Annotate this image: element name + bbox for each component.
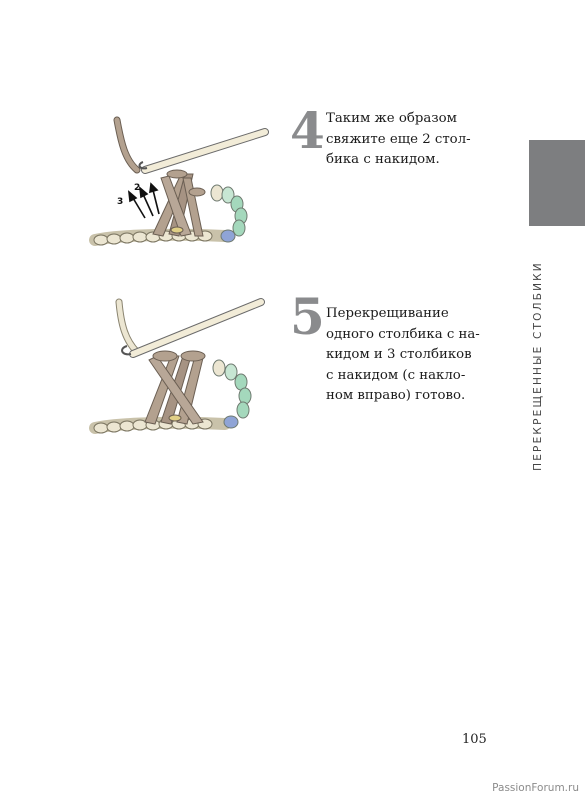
step-4-text — [326, 109, 471, 171]
step-5-line: Перекрещивание — [326, 306, 449, 321]
step-4-line: свяжите еще 2 стол- — [326, 131, 471, 147]
step-5-text — [326, 304, 480, 407]
step-4-illustration — [85, 112, 285, 260]
step-4-line: Таким же образом — [326, 111, 457, 126]
step-5-line: одного столбика с на- — [326, 326, 480, 342]
crochet-hook — [140, 132, 265, 170]
crossed-stitches — [153, 170, 205, 236]
step-4-number: 4 — [290, 101, 325, 160]
crossed-stitches — [145, 351, 205, 424]
arrow-label-3: 3 — [117, 197, 124, 207]
crochet-hook — [122, 302, 261, 354]
page-number: 105 — [462, 732, 487, 747]
foundation-chain — [94, 419, 225, 433]
step-5-line: кидом и 3 столбиков — [326, 347, 472, 362]
chapter-title — [528, 258, 548, 474]
step-4-line: бика с накидом. — [326, 152, 440, 167]
step-5-line: с накидом (с накло- — [326, 367, 466, 383]
watermark: PassionForum.ru — [492, 782, 579, 794]
step-5-line: ном вправо) готово. — [326, 388, 466, 403]
chapter-tab — [529, 140, 585, 226]
step-5-number: 5 — [290, 287, 325, 346]
arrow-label-2: 2 — [134, 183, 141, 193]
step-5-illustration — [85, 296, 285, 446]
chapter-title-text: ПЕРЕКРЕЩЕННЫЕ СТОЛБИКИ — [532, 261, 544, 471]
